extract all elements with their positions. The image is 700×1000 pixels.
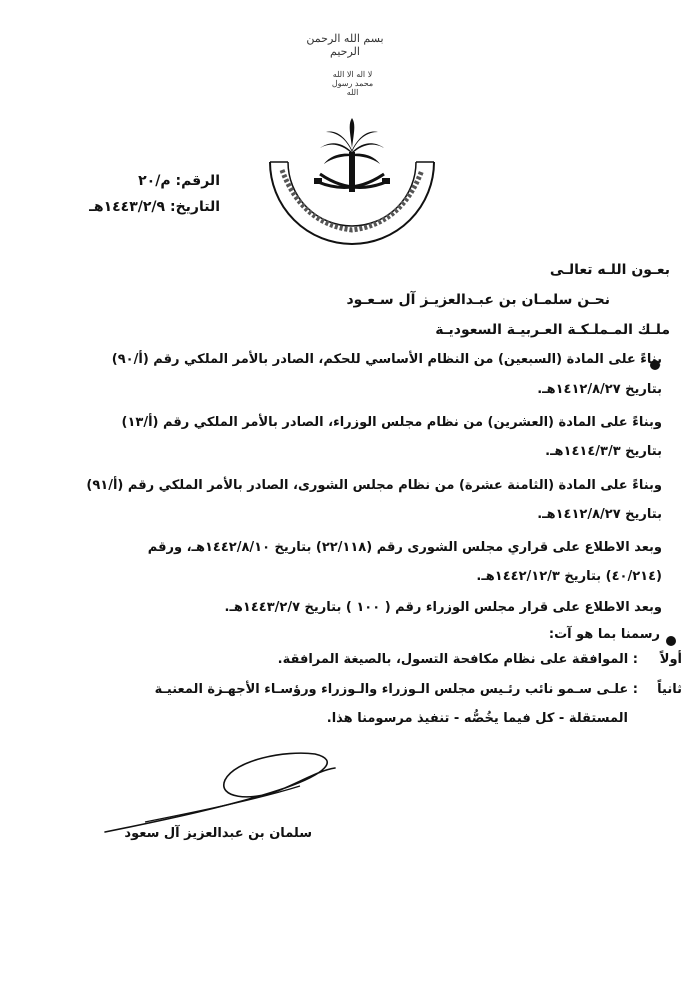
decree-bullet-icon — [666, 636, 676, 646]
decree-second-text-1: : علـى سـمو نائب رئـيس مجلس الـوزراء والـوزراء ورؤسـاء الأجهـزة المعنيـة — [154, 682, 638, 697]
decree-second-label: ثانياً — [657, 682, 682, 697]
reference-block — [40, 168, 220, 220]
preamble-king-name: نحـن سلمـان بن عبـدالعزيـز آل سـعـود — [346, 292, 610, 308]
decree-second-text-2: المستقلة - كل فيما يخُصُّه - تنفيذ مرسومنا هذا. — [326, 711, 628, 726]
clause-1-line-2: بتاريخ ١٤١٢/٨/٢٧هـ. — [537, 382, 662, 397]
clause-4-line-2: (٤٠/٢١٤) بتاريخ ١٤٤٢/١٢/٣هـ. — [476, 569, 662, 584]
reference-number: الرقم: م/٢٠ — [138, 173, 220, 189]
clause-3-line-1: وبناءً على المادة (الثامنة عشرة) من نظام مجلس الشورى، الصادر بالأمر الملكي رقم (أ/٩١) — [86, 478, 662, 493]
reference-date: التاريخ: ١٤٤٣/٢/٩هـ — [89, 199, 220, 215]
decree-first-text: : الموافقة على نظام مكافحة التسول، بالصيغة المرافقة. — [277, 652, 638, 667]
clause-5-line-1: وبعد الاطلاع على قرار مجلس الوزراء رقم ( ١٠٠ ) بتاريخ ١٤٤٣/٢/٧هـ. — [224, 600, 662, 615]
preamble-invocation: بعـون اللـه تعالـى — [549, 262, 670, 278]
decree-intro: رسمنا بما هو آت: — [548, 627, 660, 642]
clause-2-line-1: وبناءً على المادة (العشرين) من نظام مجلس الوزراء، الصادر بالأمر الملكي رقم (أ/١٣) — [121, 415, 662, 430]
basmala-heading: بسم الله الرحمن الرحيم — [306, 32, 384, 58]
clause-3-line-2: بتاريخ ١٤١٢/٨/٢٧هـ. — [537, 507, 662, 522]
decree-first-label: أولاً — [659, 652, 682, 667]
signer-name: سلمان بن عبدالعزيز آل سعود — [124, 826, 312, 841]
clause-1-line-1: بناءً على المادة (السبعين) من النظام الأساسي للحكم، الصادر بالأمر الملكي رقم (أ/٩٠) — [111, 352, 662, 367]
preamble-king-title: ملـك المـملـكـة العـربيـة السعوديـة — [435, 322, 670, 338]
shahada-calligraphy: لا اله الا الله محمد رسول الله — [331, 70, 374, 97]
clause-4-line-1: وبعد الاطلاع على قراري مجلس الشورى رقم (٢٢/١١٨) بتاريخ ١٤٤٢/٨/١٠هـ، ورقم — [147, 540, 662, 555]
saudi-emblem-icon — [262, 112, 442, 252]
clause-2-line-2: بتاريخ ١٤١٤/٣/٣هـ. — [545, 444, 662, 459]
